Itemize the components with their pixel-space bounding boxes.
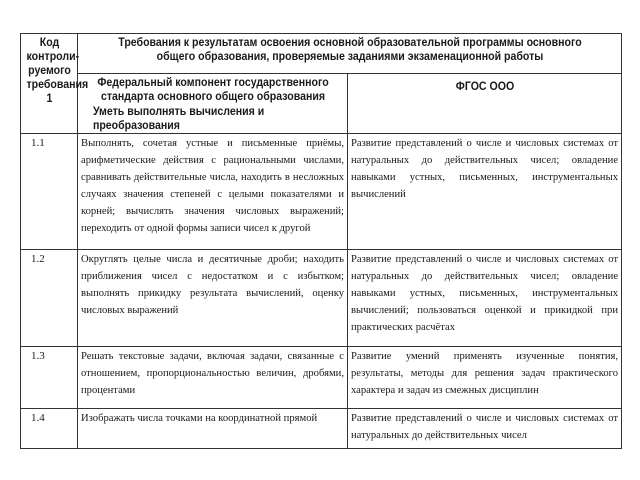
fgos-header: ФГОС ООО (358, 74, 610, 134)
code-column-header (23, 34, 88, 134)
requirement-code: 1.2 (21, 250, 78, 347)
requirement-code: 1.3 (21, 347, 78, 409)
fgos-requirement-text: Развитие умений применять изученные понятия, результаты, методы для решения задач практического характера и задач из смежных дисциплин (348, 347, 622, 409)
code-header-line: Код (39, 37, 59, 49)
table-row (21, 134, 622, 250)
fgos-requirement-text: Развитие представлений о числе и числовых системах от натуральных до действительных чисел; овладение навыками устных, письменных, инструментальных вычислений; пользоваться оценкой и прикидкой при практических расчётах (348, 250, 622, 347)
code-header-line: руемого (27, 65, 71, 77)
federal-requirement-text: Изображать числа точками на координатной прямой (78, 409, 348, 449)
code-header-line: требования (26, 79, 88, 91)
requirements-main-header: Требования к результатам освоения основной образовательной программы основного общего образования, проверяемые заданиями экзаменационной работы (99, 34, 599, 74)
requirement-code: 1.1 (21, 134, 78, 250)
code-header-number: 1 (46, 93, 52, 105)
fgos-requirement-text: Развитие представлений о числе и числовых системах от натуральных до действительных чисел (348, 409, 622, 449)
federal-standard-subtitle: Уметь выполнять вычисления и преобразования (92, 106, 264, 132)
requirement-code: 1.4 (21, 409, 78, 449)
federal-requirement-text: Выполнять, сочетая устные и письменные приёмы, арифметические действия с рациональными числами, сравнивать действительные числа, находить в несложных случаях значения степеней с целыми показателями и корней; вычислять значения числовых выражений; переходить от одной формы записи чисел к другой (78, 134, 348, 250)
table-row (21, 250, 622, 347)
federal-standard-header (88, 74, 336, 134)
requirements-table (20, 33, 622, 449)
header-row-sub (21, 74, 622, 134)
federal-requirement-text: Округлять целые числа и десятичные дроби; находить приближения чисел с недостатком и с избытком; выполнять прикидку результата вычислений, оценку числовых выражений (78, 250, 348, 347)
table-row (21, 347, 622, 409)
federal-standard-title: Федеральный компонент государственного стандарта основного общего образования (96, 77, 329, 103)
code-header-line: контроли- (26, 51, 79, 63)
fgos-requirement-text: Развитие представлений о числе и числовых системах от натуральных до действительных чисел; овладение навыками устных, письменных, инструментальных вычислений (348, 134, 622, 250)
table-row (21, 409, 622, 449)
header-row-main (21, 34, 622, 74)
federal-requirement-text: Решать текстовые задачи, включая задачи, связанные с отношением, пропорциональностью величин, дробями, процентами (78, 347, 348, 409)
